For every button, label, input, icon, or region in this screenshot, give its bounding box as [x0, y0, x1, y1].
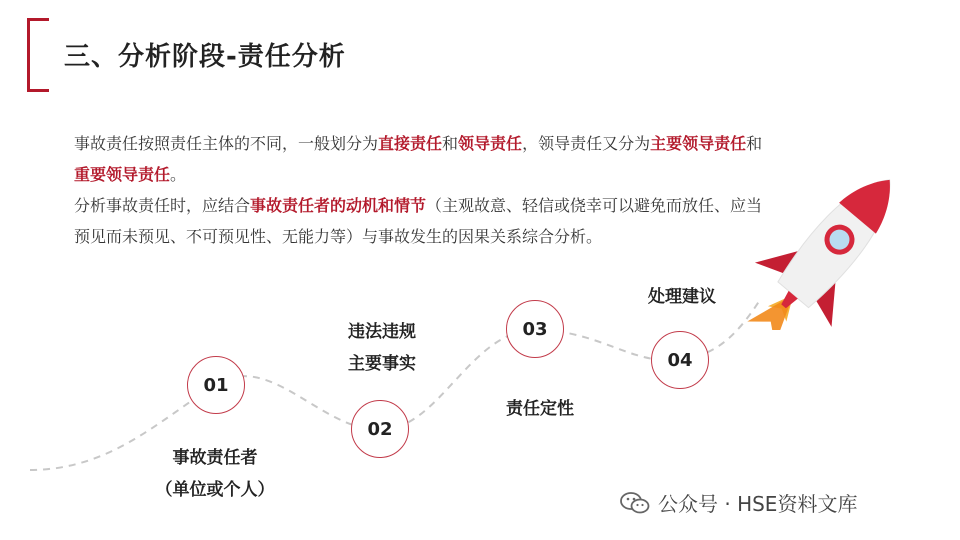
page-title: 三、分析阶段-责任分析: [64, 42, 346, 72]
step-label-line: 违法违规: [348, 322, 416, 342]
step-number: 02: [367, 418, 393, 440]
step-node-2: [351, 400, 409, 458]
text-segment: 和: [442, 134, 459, 153]
step-number: 03: [522, 318, 548, 340]
rocket-icon: [745, 160, 925, 330]
text-segment: 和: [746, 134, 763, 153]
wechat-icon: [620, 491, 650, 515]
step-label-line: 主要事实: [348, 354, 416, 374]
text-segment: 事故责任按照责任主体的不同，一般划分为: [74, 134, 379, 153]
step-number: 01: [203, 374, 229, 396]
step-label-line: 处理建议: [648, 287, 716, 307]
text-segment: 。: [170, 165, 187, 184]
watermark-text: 公众号 · HSE资料文库: [658, 492, 858, 516]
step-node-1: [187, 356, 245, 414]
highlight-important-leadership: 重要领导责任: [74, 165, 171, 184]
step-label-2: [322, 316, 442, 380]
highlight-motive: 事故责任者的动机和情节: [250, 196, 427, 215]
step-node-3: [506, 300, 564, 358]
highlight-main-leadership: 主要领导责任: [650, 134, 747, 153]
watermark: [620, 488, 857, 517]
step-label-1: [140, 442, 290, 506]
highlight-leadership-responsibility: 领导责任: [458, 134, 523, 153]
step-label-3: [480, 393, 600, 425]
text-segment: （主观故意、轻信或侥幸可以避免而放任、应当预见而未预见、不可预见性、无能力等）与事故发生的因果关系综合分析。: [74, 196, 763, 246]
step-number: 04: [667, 349, 693, 371]
text-segment: ，领导责任又分为: [522, 134, 651, 153]
step-label-line: 责任定性: [506, 399, 574, 419]
step-label-4: [622, 281, 742, 313]
step-label-line: 事故责任者: [172, 448, 258, 468]
step-node-4: [651, 331, 709, 389]
step-label-line: （单位或个人）: [155, 480, 275, 500]
text-segment: 分析事故责任时，应结合: [74, 196, 251, 215]
highlight-direct-responsibility: 直接责任: [378, 134, 443, 153]
